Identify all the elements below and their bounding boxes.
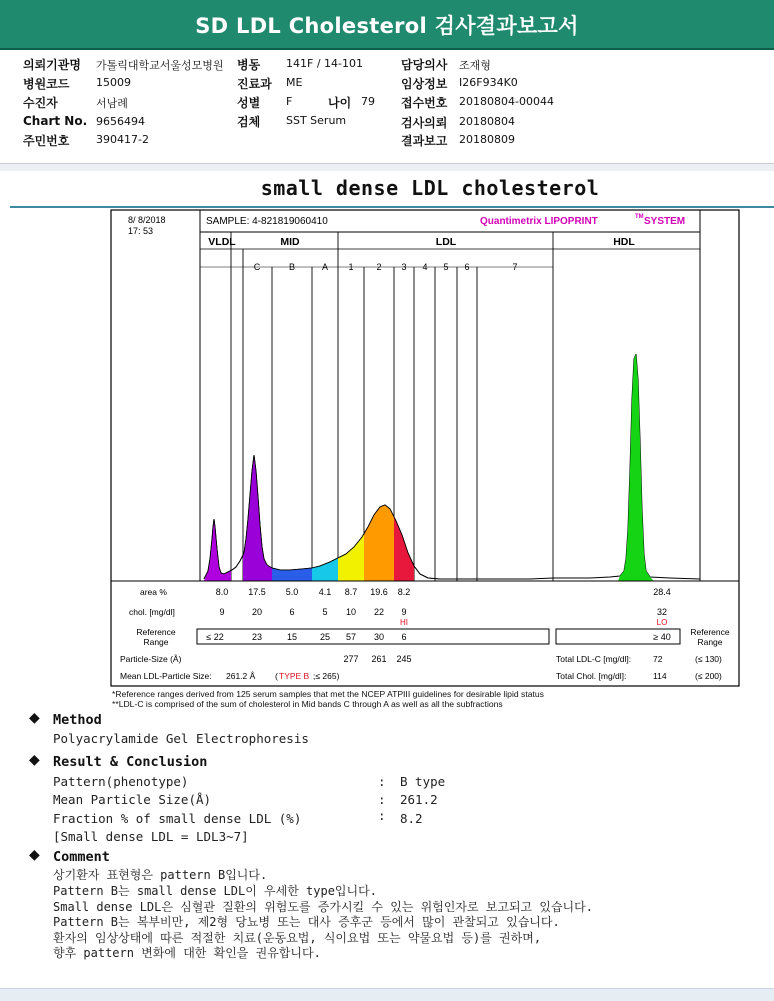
comment-line: 상기환자 표현형은 pattern B입니다. [53, 868, 268, 882]
chol-ldl2: 22 [373, 607, 385, 617]
tchol-value: 114 [653, 671, 667, 681]
group-vldl: VLDL [208, 236, 236, 248]
comment-line: Small dense LDL은 심혈관 질환의 위험도를 증가시킬 수 있는 위험인자로 보고되고 있습니다. [53, 900, 593, 914]
area-mid-b: 5.0 [285, 587, 299, 597]
flag-hi: HI [400, 618, 408, 627]
report-title: SD LDL Cholesterol 검사결과보고서 [195, 14, 579, 38]
area-ldl1: 8.7 [344, 587, 358, 597]
band-a: A [321, 262, 329, 272]
area-ldl2: 19.6 [370, 587, 388, 597]
chol-ldl3: 9 [401, 607, 407, 617]
ward-label: 병동 [237, 58, 261, 72]
result-sep-size: : [378, 792, 386, 807]
dept-label: 진료과 [237, 77, 272, 91]
ref-label-right-1: Reference [690, 627, 730, 637]
age-label: 나이 [328, 96, 352, 110]
sex-label: 성별 [237, 96, 261, 110]
area-vldl: 8.0 [215, 587, 229, 597]
type-value: TYPE B [279, 671, 310, 681]
specimen-label: 검체 [237, 115, 261, 129]
area-ldl3: 8.2 [397, 587, 411, 597]
system-suffix: SYSTEM [644, 216, 686, 227]
ref-label-left-2: Range [143, 637, 169, 647]
chol-hdl: 32 [656, 607, 668, 617]
result-label-size: Mean Particle Size(Å) [53, 792, 212, 807]
patient-info-panel [0, 50, 774, 162]
result-value-size: 261.2 [400, 792, 438, 807]
diamond-bullet-icon: ◆ [29, 710, 40, 726]
band-b: B [288, 262, 296, 272]
area-mid-c: 17.5 [248, 587, 266, 597]
clinical-value: I26F934K0 [459, 76, 518, 89]
area-mid-a: 4.1 [318, 587, 332, 597]
age-value: 79 [361, 95, 375, 108]
sex-value: F [286, 95, 293, 108]
flag-lo: LO [656, 618, 668, 627]
bottom-bar [0, 988, 774, 1001]
ref-mid-c: 23 [251, 632, 263, 642]
method-text: Polyacrylamide Gel Electrophoresis [53, 731, 309, 746]
type-close: ;≤ 265) [313, 671, 340, 681]
diamond-bullet-icon: ◆ [29, 847, 40, 863]
ref-hdl: ≥ 40 [653, 632, 671, 642]
system-name: Quantimetrix LIPOPRINT [480, 216, 598, 227]
report-value: 20180809 [459, 133, 515, 146]
tchol-ref: (≤ 200) [695, 671, 722, 681]
chol-vldl: 9 [219, 607, 225, 617]
chol-mid-c: 20 [251, 607, 263, 617]
sample-id: SAMPLE: 4-821819060410 [206, 216, 328, 227]
lipoprint-report [110, 209, 740, 687]
result-value-fraction: 8.2 [400, 811, 423, 826]
footnote-2: **LDL-C is comprised of the sum of cholesterol in Mid bands C through A as well as all the subfractions [112, 699, 503, 709]
chart-value: 9656494 [96, 115, 145, 128]
area-label: area % [140, 587, 167, 597]
tchol-label: Total Chol. [mg/dl]: [556, 671, 627, 681]
band-1: 1 [348, 262, 354, 272]
report-frame [111, 210, 739, 686]
particle-size-2: 261 [371, 654, 387, 664]
ref-ldl1: 57 [345, 632, 357, 642]
comment-line: Pattern B는 small dense LDL이 우세한 type입니다. [53, 884, 377, 898]
comment-line: 향후 pattern 변화에 대한 확인을 권유합니다. [53, 946, 321, 960]
mean-size-label: Mean LDL-Particle Size: [120, 671, 212, 681]
report-time: 17: 53 [128, 226, 154, 236]
chol-mid-b: 6 [289, 607, 295, 617]
particle-size-label: Particle-Size (Å) [120, 654, 182, 664]
report-header [0, 0, 774, 50]
mean-size-value: 261.2 Å [226, 671, 256, 681]
comment-line: 환자의 임상상태에 따른 적절한 치료(운동요법, 식이요법 또는 약물요법 등)를 권하며, [53, 931, 542, 945]
doctor-value: 조재형 [459, 59, 491, 72]
org-value: 가톨릭대학교서울성모병원 [96, 59, 224, 72]
request-label: 검사의뢰 [401, 116, 448, 130]
ssn-value: 390417-2 [96, 133, 149, 146]
type-open: ( [275, 671, 278, 681]
ssn-label: 주민번호 [23, 134, 70, 148]
chol-label: chol. [mg/dl] [129, 607, 175, 617]
result-value-pattern: B type [400, 774, 446, 789]
group-hdl: HDL [613, 236, 635, 248]
patient-value: 서남례 [96, 97, 128, 110]
org-label: 의뢰기관명 [23, 58, 81, 72]
result-label-pattern: Pattern(phenotype) [53, 774, 189, 789]
report-label: 결과보고 [401, 134, 448, 148]
patient-label: 수진자 [23, 96, 58, 110]
band-2: 2 [376, 262, 382, 272]
area-hdl: 28.4 [653, 587, 671, 597]
method-title: Method [53, 712, 102, 728]
band-5: 5 [443, 262, 449, 272]
band-3: 3 [401, 262, 407, 272]
clinical-label: 임상정보 [401, 77, 448, 91]
ref-label-right-2: Range [697, 637, 723, 647]
specimen-value: SST Serum [286, 114, 347, 127]
result-sep-fraction: : [378, 808, 386, 823]
section-title: small dense LDL cholesterol [260, 176, 600, 200]
result-sep-pattern: : [378, 774, 386, 789]
group-ldl: LDL [435, 236, 457, 248]
dept-value: ME [286, 76, 303, 89]
particle-size-3: 245 [396, 654, 412, 664]
comment-line: Pattern B는 복부비만, 제2형 당뇨병 또는 대사 증후군 등에서 많이 관찰되고 있습니다. [53, 915, 560, 929]
ref-ldl2: 30 [373, 632, 385, 642]
doctor-label: 담당의사 [401, 58, 448, 72]
particle-size-1: 277 [343, 654, 359, 664]
band-4: 4 [422, 262, 428, 272]
group-mid: MID [280, 236, 300, 248]
section-underline [10, 206, 774, 208]
result-title: Result & Conclusion [53, 754, 208, 770]
accession-label: 접수번호 [401, 96, 448, 110]
hosp-code-label: 병원코드 [23, 77, 70, 91]
section-divider [0, 163, 774, 171]
chol-ldl1: 10 [345, 607, 357, 617]
band-7: 7 [512, 262, 518, 272]
ward-value: 141F / 14-101 [286, 57, 363, 70]
ref-mid-b: 15 [286, 632, 298, 642]
ldlc-label: Total LDL-C [mg/dl]: [556, 654, 632, 664]
accession-value: 20180804-00044 [459, 95, 554, 108]
request-value: 20180804 [459, 115, 515, 128]
ref-ldl3: 6 [401, 632, 407, 642]
ref-vldl: ≤ 22 [206, 632, 224, 642]
chart-label: Chart No. [23, 114, 88, 128]
footnote-1: *Reference ranges derived from 125 serum samples that met the NCEP ATPIII guidelines for desirable lipid status [112, 689, 544, 699]
diamond-bullet-icon: ◆ [29, 752, 40, 768]
result-label-fraction: Fraction % of small dense LDL (%) [53, 811, 302, 826]
hosp-code-value: 15009 [96, 76, 131, 89]
ldlc-ref: (≤ 130) [695, 654, 722, 664]
result-note: [Small dense LDL = LDL3~7] [53, 829, 249, 844]
ref-mid-a: 25 [319, 632, 331, 642]
band-c: C [253, 262, 261, 272]
band-6: 6 [464, 262, 470, 272]
comment-title: Comment [53, 849, 110, 865]
chol-mid-a: 5 [322, 607, 328, 617]
ldlc-value: 72 [653, 654, 663, 664]
report-date: 8/ 8/2018 [128, 215, 166, 225]
ref-label-left-1: Reference [136, 627, 176, 637]
system-tm: TM [635, 214, 644, 220]
